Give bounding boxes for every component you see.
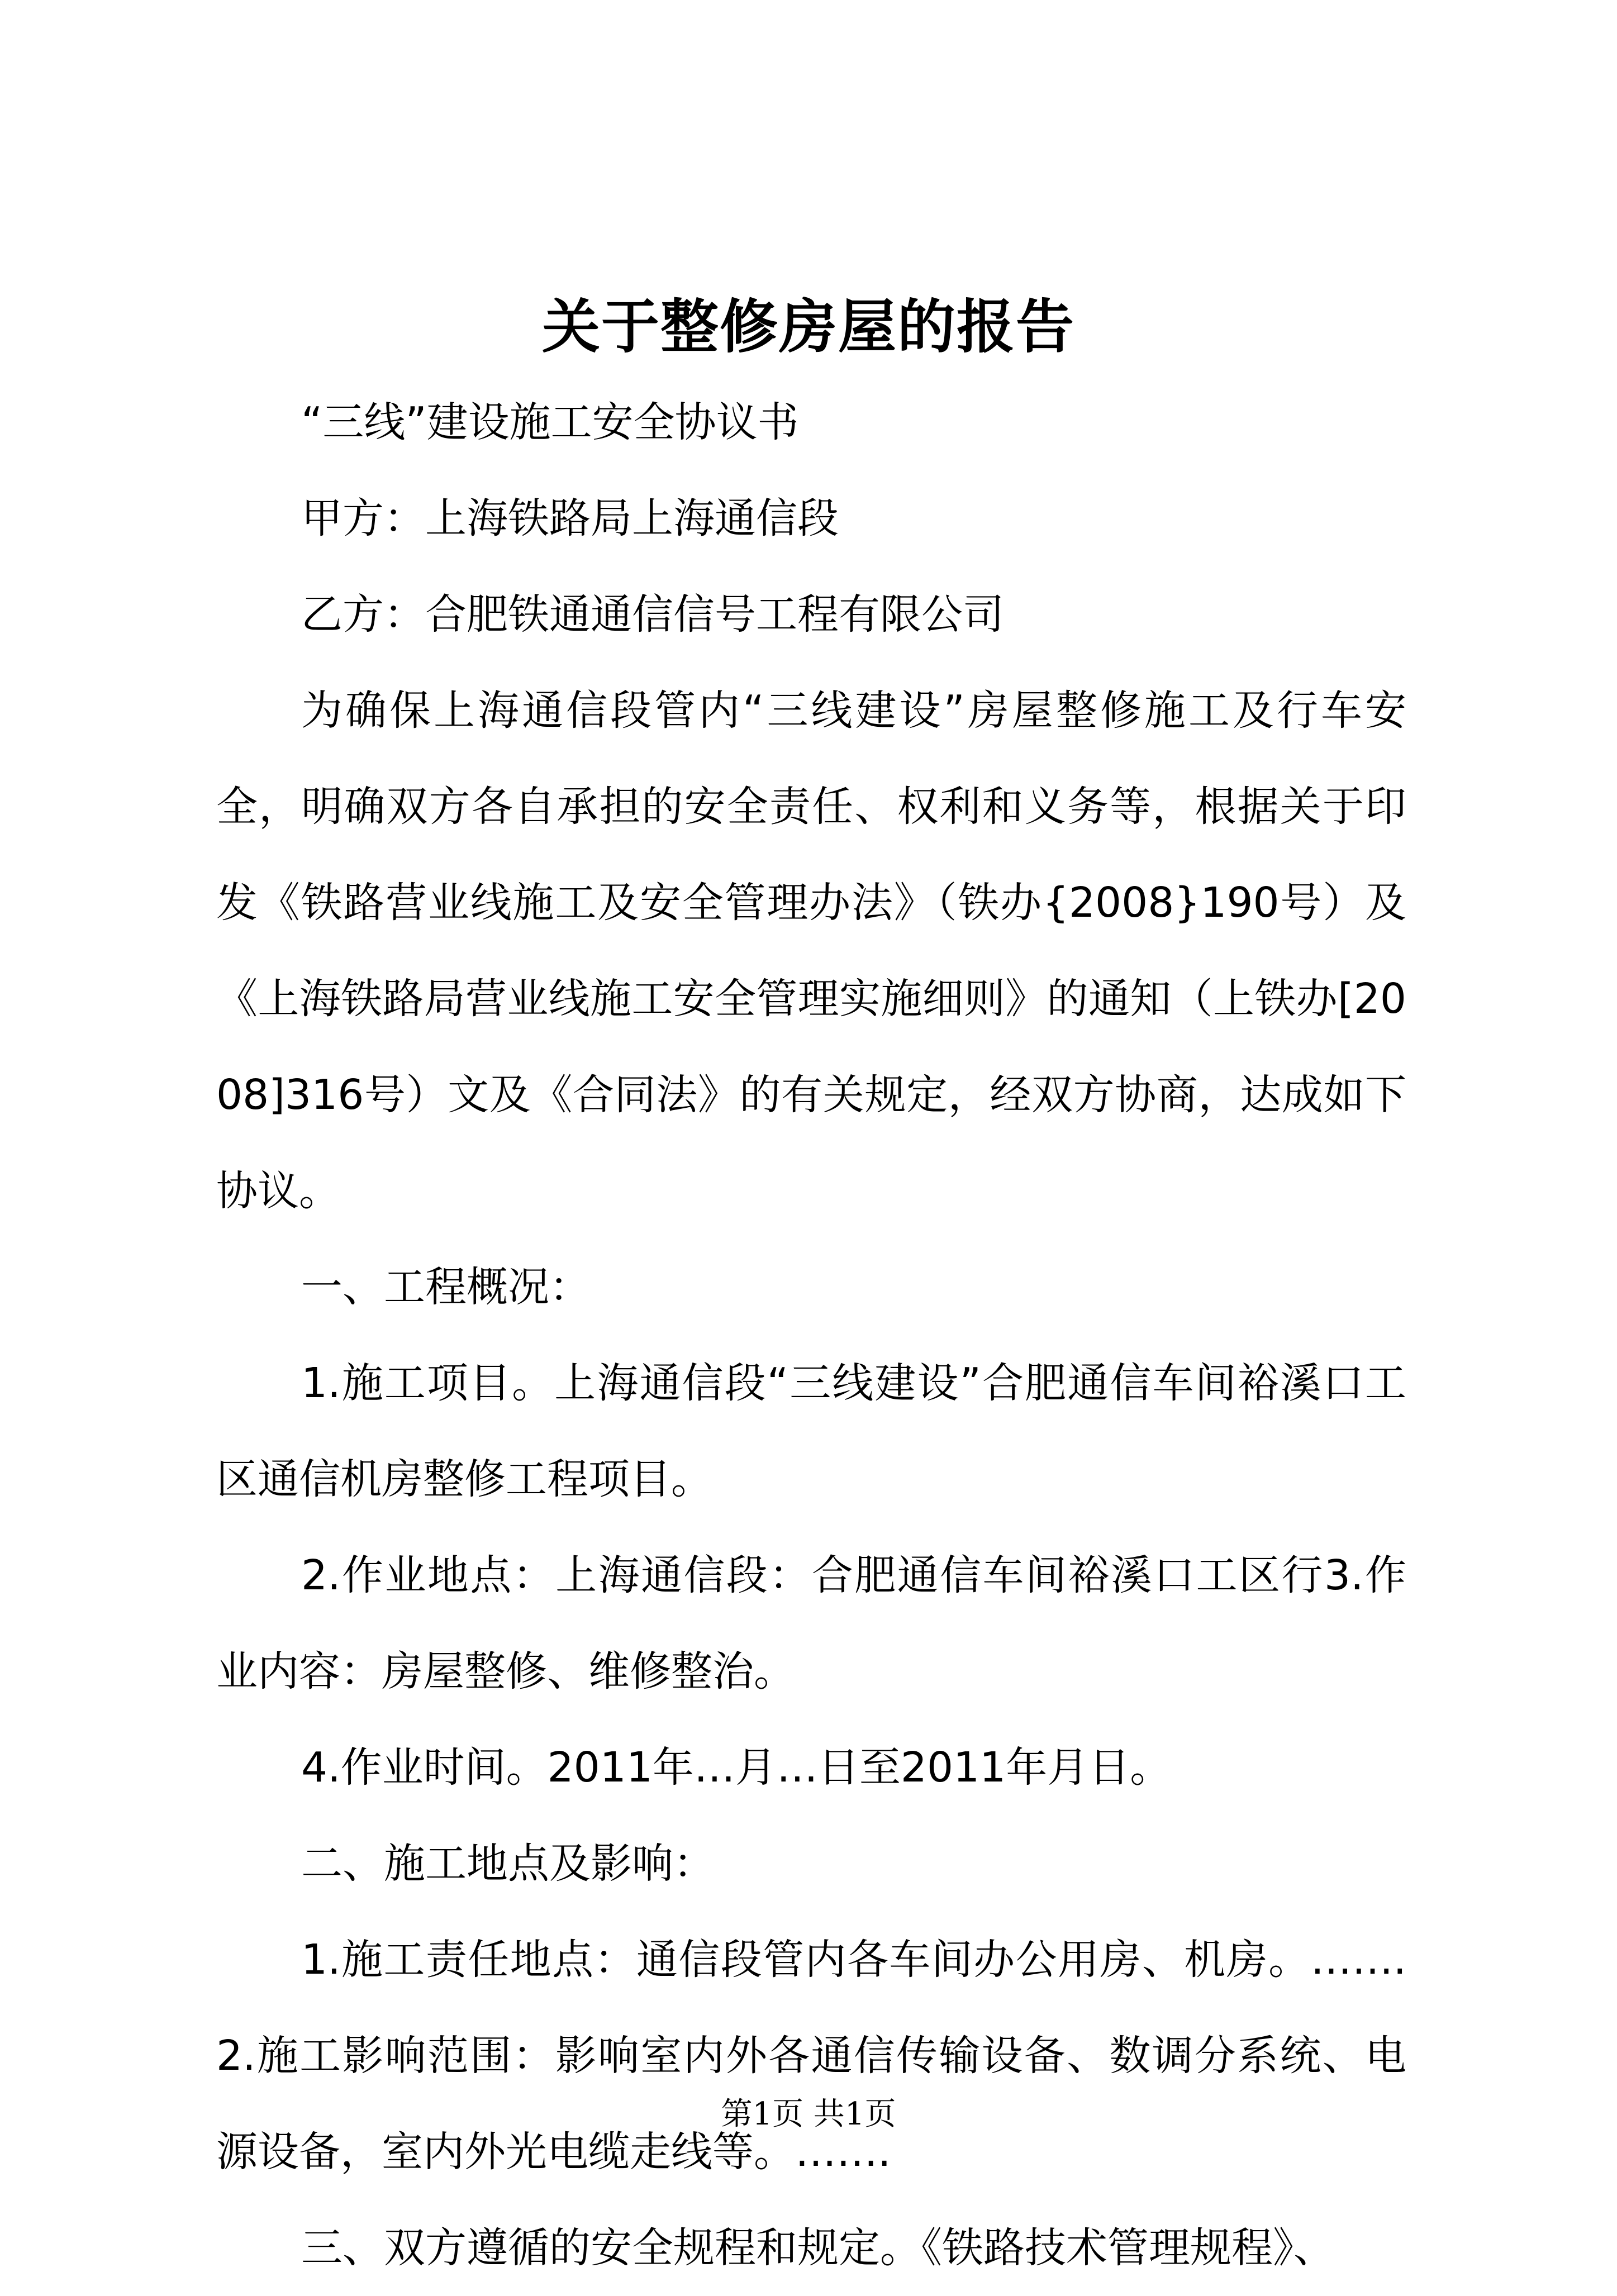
page-number-footer: 第1页 共1页: [721, 2096, 896, 2132]
agreement-heading: “三线”建设施工安全协议书: [301, 398, 799, 446]
clause-1-4: 4.作业时间。2011年…月…日至2011年月日。: [301, 1744, 1172, 1792]
document-body: [216, 374, 1406, 2296]
party-a: 甲方：上海铁路局上海通信段: [301, 494, 839, 542]
section-heading-2: 二、施工地点及影响：: [301, 1840, 715, 1888]
clause-2-1: 1.施工责任地点：通信段管内各车间办公用房、机房。…….2.施工影响范围：影响室内外各通信传输设备、数调分系统、电源设备，室内外光电缆走线等。…….: [216, 1936, 1406, 2176]
party-b: 乙方：合肥铁通通信信号工程有限公司: [301, 590, 1004, 639]
clause-1-2: 2.作业地点：上海通信段：合肥通信车间裕溪口工区行3.作业内容：房屋整修、维修整治。: [216, 1551, 1406, 1695]
clause-1-1: 1.施工项目。上海通信段“三线建设”合肥通信车间裕溪口工区通信机房整修工程项目。: [216, 1359, 1406, 1503]
section-heading-3: 三、双方遵循的安全规程和规定。《铁路技术管理规程》、: [301, 2224, 1335, 2272]
preamble-paragraph: 为确保上海通信段管内“三线建设”房屋整修施工及行车安全，明确双方各自承担的安全责任、权利和义务等，根据关于印发《铁路营业线施工及安全管理办法》（铁办{2008}190号）及《上海铁路局营业线施工安全管理实施细则》的通知（上铁办[2008]316号）文及《合同法》的有关规定，经双方协商，达成如下协议。: [216, 687, 1406, 1215]
document-title: 关于整修房屋的报告: [541, 292, 1075, 361]
section-heading-1: 一、工程概况：: [301, 1263, 591, 1311]
